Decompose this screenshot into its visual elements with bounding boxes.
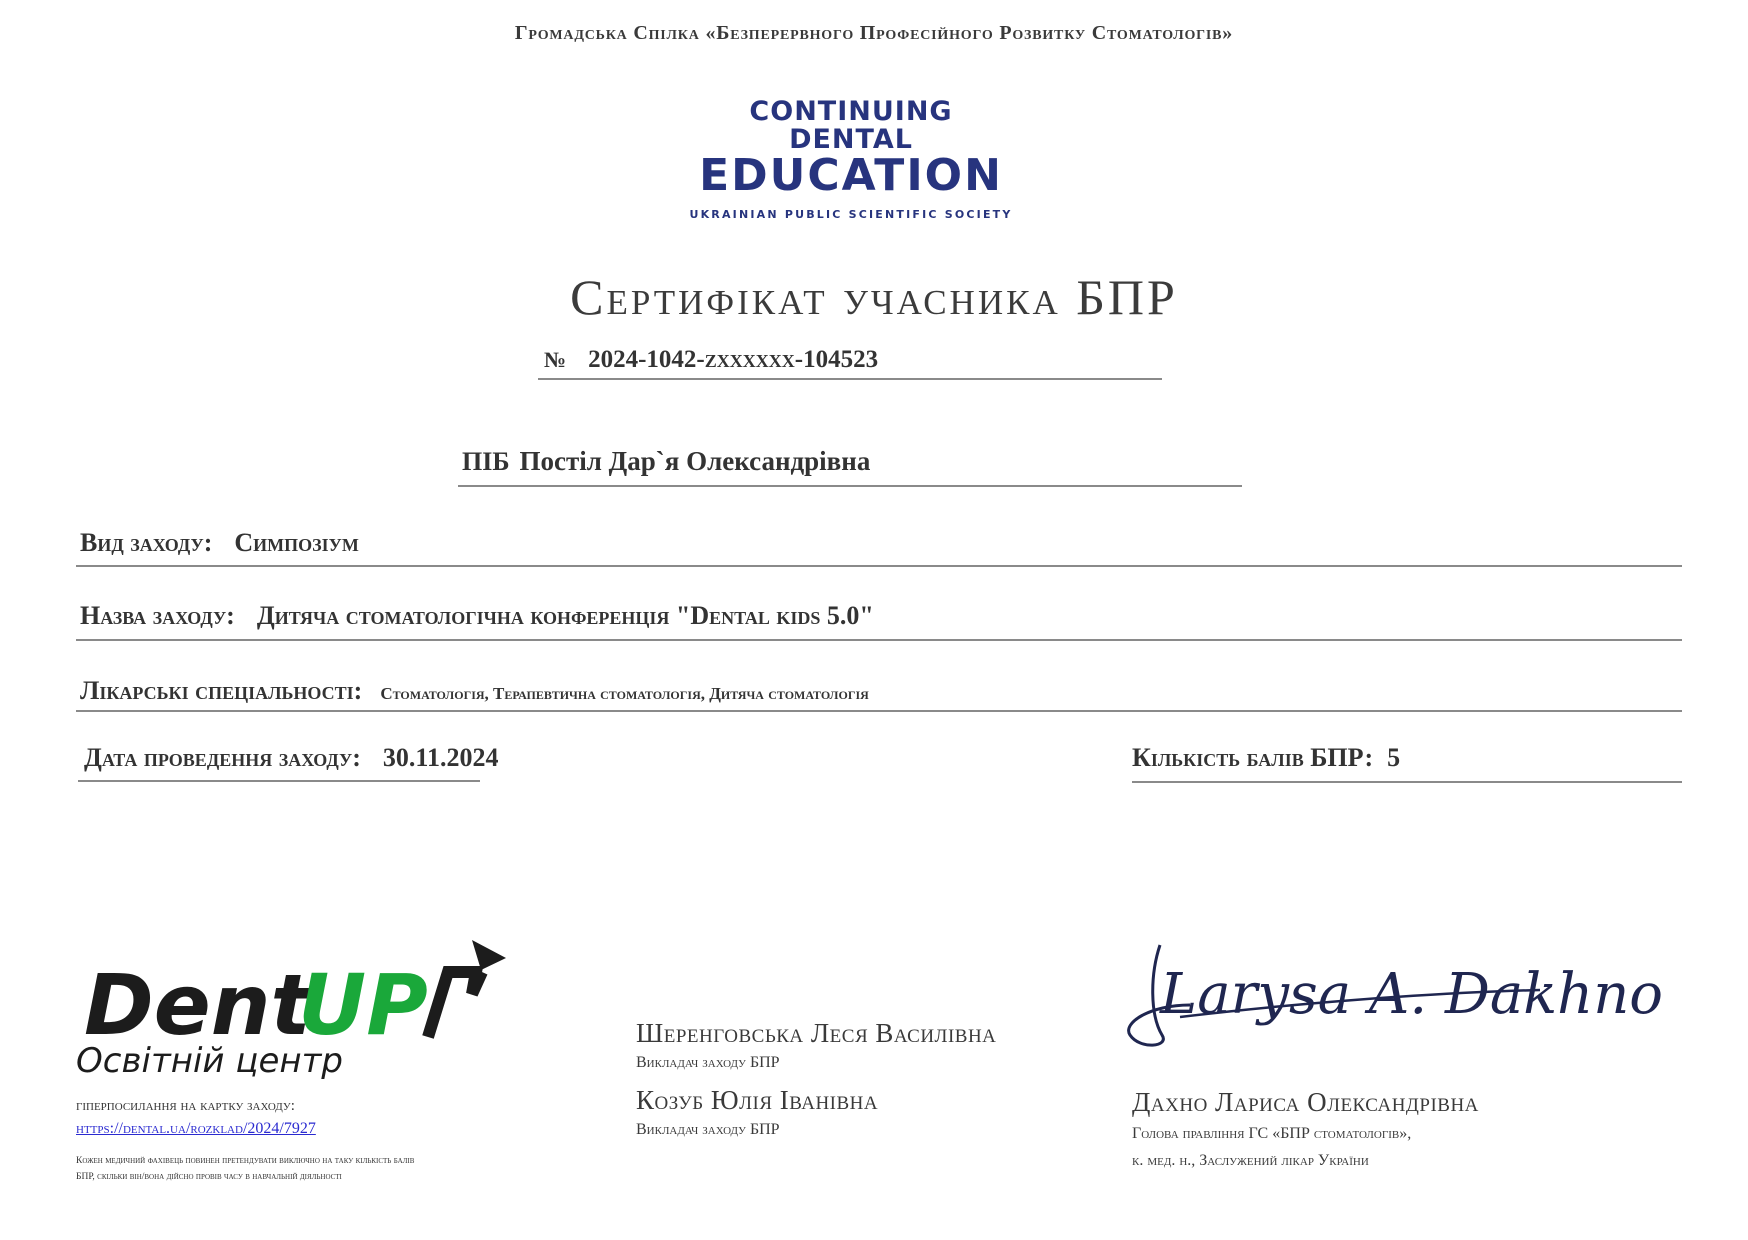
lecturer-2-role: Викладач заходу БПР [636, 1121, 780, 1138]
hyperlink-label: гіперпосилання на картку заходу: [76, 1098, 295, 1114]
disclaimer-note: Кожен медичний фахівець повинен претендувати виключно на таку кількість балів БПР, скільки він/вона дійсно провів часу в навчальній діяльності [76, 1156, 415, 1182]
event-name-value: Дитяча стоматологічна конференція "Dental kids 5.0" [256, 601, 874, 630]
date-row [84, 743, 498, 773]
date-label: Дата проведення заходу: [84, 743, 361, 772]
logo-line-3: UKRAINIAN PUBLIC SCIENTIFIC SOCIETY [689, 208, 1013, 221]
signature-script: Larysa A. Dakhno [1160, 962, 1664, 1027]
lecturer-1-name: Шеренговська Леся Василівна [636, 1018, 997, 1048]
dentup-logo [76, 942, 516, 1082]
event-name-underline [76, 639, 1682, 641]
dentup-arrow-icon [428, 972, 482, 1037]
certificate-number: 2024-1042-zxxxxxx-104523 [588, 346, 879, 373]
event-type-value: Симпозіум [234, 528, 359, 557]
dentup-arrowhead-icon [472, 940, 506, 970]
date-underline [78, 780, 480, 782]
participant-row [462, 446, 870, 477]
signatory-name: Дахно Лариса Олександрівна [1132, 1087, 1479, 1117]
dentup-word-up: UP [298, 956, 428, 1054]
signatory-role-line-1: Голова правління ГС «БПР стоматологів», [1132, 1125, 1412, 1142]
date-value: 30.11.2024 [382, 743, 499, 772]
participant-label: ПІБ [462, 447, 510, 476]
number-sign: № [544, 347, 567, 372]
signature-image [1120, 935, 1664, 1065]
specialties-value: Стоматологія, Терапевтична стоматологія, Дитяча стоматологія [380, 684, 869, 703]
participant-underline [458, 485, 1242, 487]
logo-line-2: EDUCATION [699, 150, 1003, 201]
points-value: 5 [1387, 743, 1401, 772]
dentup-subtitle: Освітній центр [76, 1041, 344, 1081]
logo-line-1: CONTINUING DENTAL [749, 96, 953, 155]
points-label: Кількість балів БПР: [1132, 743, 1374, 772]
certificate-title: Сертифікат учасника БПР [570, 269, 1178, 325]
points-row [1132, 743, 1400, 773]
participant-name: Постіл Дар`я Олександрівна [519, 446, 871, 476]
dentup-word-dent: Dent [84, 956, 311, 1054]
event-name-label: Назва заходу: [80, 601, 235, 630]
lecturer-1-role: Викладач заходу БПР [636, 1054, 780, 1071]
number-underline [538, 378, 1162, 380]
event-name-row [80, 601, 874, 631]
specialties-underline [76, 710, 1682, 712]
event-hyperlink[interactable]: https://dental.ua/rozklad/2024/7927 [76, 1120, 316, 1137]
certificate-number-row [544, 346, 878, 374]
specialties-row [80, 676, 869, 706]
points-underline [1132, 781, 1682, 783]
lecturer-2-name: Козуб Юлія Іванівна [636, 1085, 879, 1115]
event-type-label: Вид заходу: [80, 528, 213, 557]
specialties-label: Лікарські спеціальності: [80, 676, 363, 705]
signatory-role-line-2: к. мед. н., Заслужений лікар України [1132, 1152, 1369, 1169]
event-type-row [80, 528, 359, 558]
cde-logo [686, 98, 1016, 221]
organization-name: Громадська Спілка «Безперервного Професійного Розвитку Стоматологів» [514, 22, 1234, 44]
event-type-underline [76, 565, 1682, 567]
